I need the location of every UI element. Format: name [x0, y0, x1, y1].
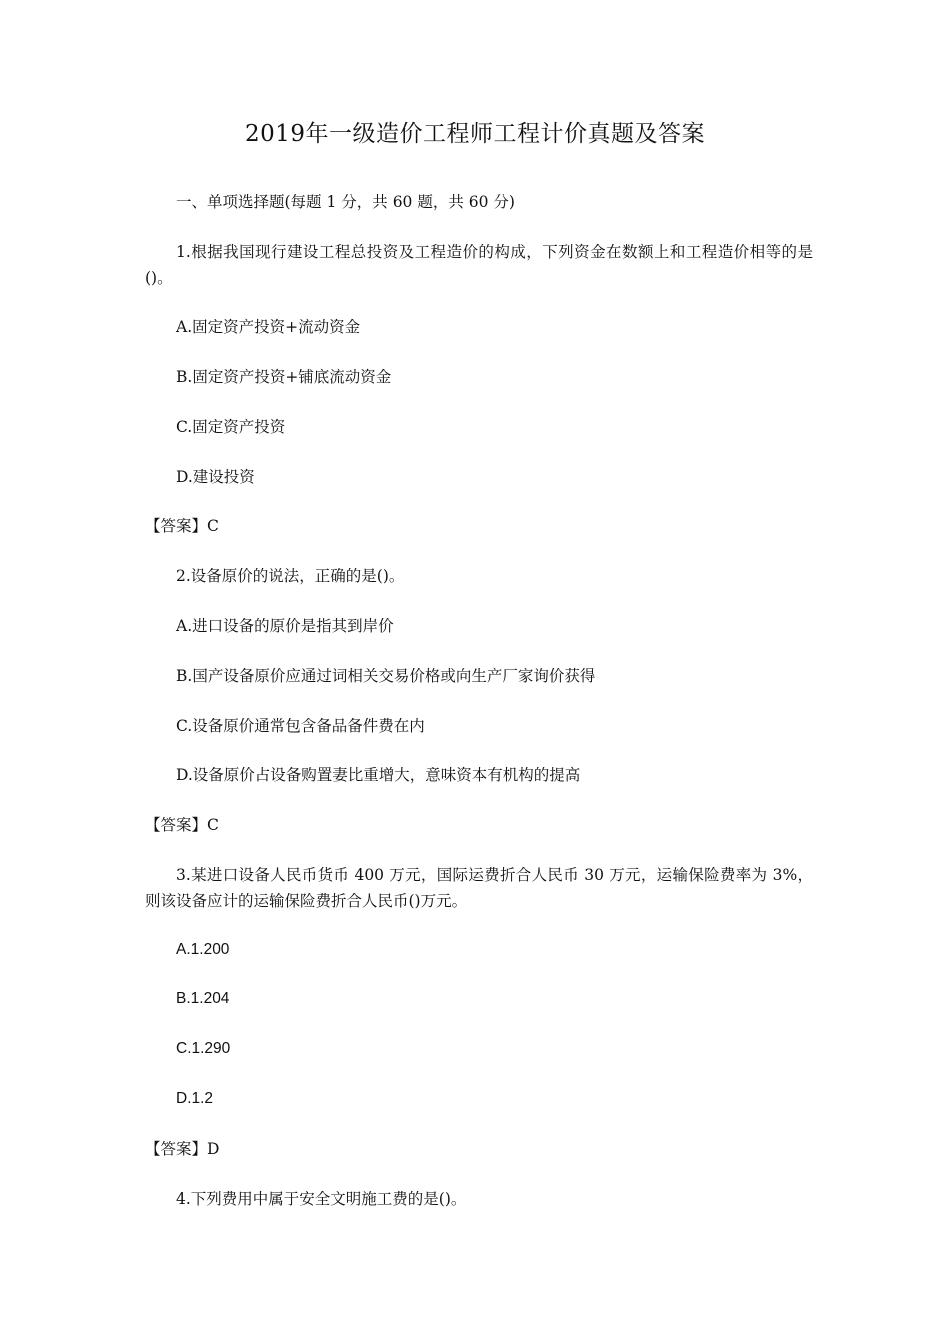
question-1-option-a: A.固定资产投资+流动资金 — [176, 318, 361, 336]
section-heading: 一、单项选择题(每题 1 分，共 60 题，共 60 分) — [176, 193, 515, 211]
question-1-stem: 1.根据我国现行建设工程总投资及工程造价的构成，下列资金在数额上和工程造价相等的是()。 — [145, 243, 813, 287]
question-2-option-d: D.设备原价占设备购置妻比重增大，意味资本有机构的提高 — [176, 766, 581, 784]
question-3-option-a: A.1.200 — [176, 941, 230, 958]
question-1-answer: 【答案】C — [145, 517, 219, 535]
question-3-option-c: C.1.290 — [176, 1040, 231, 1057]
question-2-option-a: A.进口设备的原价是指其到岸价 — [176, 617, 394, 635]
question-1-option-d: D.建设投资 — [176, 468, 255, 486]
question-3-answer: 【答案】D — [145, 1140, 220, 1158]
question-3-option-d: D.1.2 — [176, 1090, 214, 1107]
question-2-stem: 2.设备原价的说法，正确的是()。 — [176, 567, 405, 585]
question-2-option-b: B.国产设备原价应通过词相关交易价格或向生产厂家询价获得 — [176, 667, 596, 685]
question-2-option-c: C.设备原价通常包含备品备件费在内 — [176, 717, 425, 735]
question-3-stem: 3.某进口设备人民币货币 400 万元，国际运费折合人民币 30 万元，运输保险费率为 3%，则该设备应计的运输保险费折合人民币()万元。 — [145, 866, 813, 910]
question-2-answer: 【答案】C — [145, 816, 219, 834]
question-1-option-c: C.固定资产投资 — [176, 418, 286, 436]
question-1-option-b: B.固定资产投资+铺底流动资金 — [176, 368, 392, 386]
question-3-option-b: B.1.204 — [176, 990, 230, 1007]
document-title: 2019年一级造价工程师工程计价真题及答案 — [244, 121, 706, 147]
question-4-stem: 4.下列费用中属于安全文明施工费的是()。 — [176, 1190, 467, 1208]
